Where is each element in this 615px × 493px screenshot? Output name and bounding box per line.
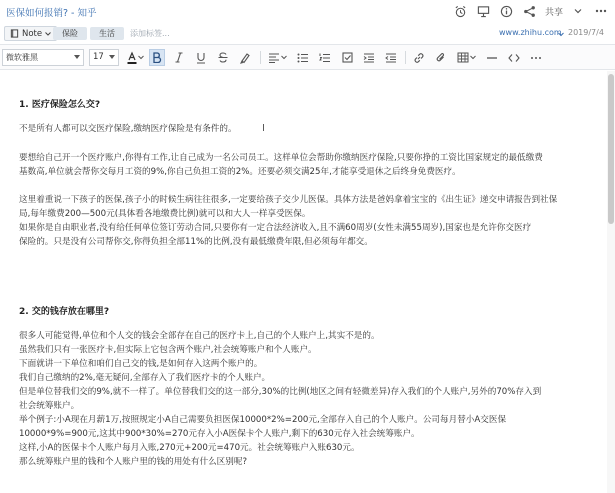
highlighter-icon (239, 52, 251, 64)
font-size-select[interactable] (89, 49, 119, 66)
tag-chip[interactable]: 生活 (90, 27, 124, 40)
formatting-toolbar (0, 44, 615, 70)
paragraph-line: 我们自己缴纳的2%,毫无疑问,全部存入了我们医疗卡的个人账户。 (19, 373, 271, 383)
table-icon (457, 52, 469, 63)
horizontal-rule-icon (486, 53, 498, 63)
underline-icon (196, 52, 206, 64)
paragraph-line: 10000*9%=900元,这其中900*30%=270元存入小A医保卡个人账户,剩下的630元存入社会统筹账户。 (19, 429, 420, 439)
link-icon (413, 52, 425, 64)
paragraph-line: 保险的。只是没有公司帮你交,你得负担全部11%的比例,没有最低缴费年限,但必须每年都交。 (19, 237, 373, 247)
align-dropdown[interactable] (280, 49, 288, 66)
note-date: 2019/7/4 (568, 28, 604, 37)
chevron-down-icon (74, 55, 80, 59)
share-icon[interactable] (522, 3, 538, 19)
outdent-icon (385, 53, 397, 63)
paragraph-line: 举个例子:小A现在月薪1万,按照规定小A自己需要负担医保10000*2%=200元,全部存入自己的个人账户。公司每月替小A交医保 (19, 415, 507, 425)
note-title[interactable]: 医保如何报销? - 知乎 (6, 8, 97, 19)
source-url-link[interactable]: www.zhihu.com (499, 28, 562, 37)
note-meta-bar (0, 25, 615, 43)
bold-icon (152, 52, 162, 63)
paragraph-line: 但是单位替我们交的9%,就不一样了。单位替我们交的这一部分,30%的比例(地区之间有轻微差异)存入我们的个人账户,另外的70%存入到 (19, 387, 542, 397)
paragraph-line: 基数高,单位就会帮你交每月工资的9%,你自己负担工资的2%。还要必须交满25年,才能享受退休之后终身免费医疗。 (19, 167, 461, 177)
more-formatting-button[interactable] (528, 49, 544, 66)
code-icon (508, 53, 520, 63)
title-actions (453, 3, 609, 19)
notebook-icon (10, 29, 19, 38)
bold-button[interactable] (149, 49, 165, 66)
notebook-selector[interactable] (4, 26, 57, 41)
outdent-button[interactable] (383, 49, 399, 66)
toolbar-divider (260, 51, 261, 64)
notebook-label: Note (22, 28, 43, 39)
paragraph-line: 这样,小A的医保卡个人账户每月入账,270元+200元=470元。社会统筹账户入账630元。 (19, 443, 360, 453)
chevron-down-icon[interactable] (570, 3, 586, 19)
chevron-down-icon (109, 55, 115, 59)
bulleted-list-icon (297, 53, 309, 63)
info-icon[interactable] (499, 3, 515, 19)
chevron-down-icon (470, 55, 476, 60)
paragraph-line: 那么统筹账户里的钱和个人账户里的钱的用处有什么区别呢? (19, 457, 247, 467)
bulleted-list-button[interactable] (295, 49, 311, 66)
strikethrough-icon (218, 52, 228, 63)
chevron-down-icon (45, 31, 51, 37)
indent-icon (363, 53, 375, 63)
paragraph-line: 很多人可能觉得,单位和个人交的钱会全部存在自己的医疗卡上,自己的个人账户上,其实不是的。 (19, 331, 380, 341)
checkbox-icon (342, 52, 353, 63)
section-heading: 2. 交的钱存放在哪里? (19, 307, 110, 317)
paragraph-line: 虽然我们只有一张医疗卡,但实际上它包含两个账户,社会统筹账户和个人账户。 (19, 345, 317, 355)
align-left-icon (268, 53, 280, 63)
code-button[interactable] (506, 49, 522, 66)
text-cursor-icon: I (262, 123, 265, 134)
chevron-down-icon[interactable] (558, 32, 564, 37)
tag-chip[interactable]: 保险 (53, 27, 87, 40)
highlight-button[interactable] (237, 49, 253, 66)
italic-icon (175, 52, 183, 63)
section-heading: 1. 医疗保险怎么交? (19, 100, 101, 110)
chevron-down-icon (281, 55, 287, 60)
indent-button[interactable] (361, 49, 377, 66)
more-icon[interactable] (593, 3, 609, 19)
paragraph-line: 这里着重说一下孩子的医保,孩子小的时候生病往往很多,一定要给孩子交少儿医保。具体方法是爸妈拿着宝宝的《出生证》递交申请报告到社保 (19, 195, 558, 205)
italic-button[interactable] (171, 49, 187, 66)
underline-button[interactable] (193, 49, 209, 66)
paragraph: 不是所有人都可以交医疗保险,缴纳医疗保险是有条件的。 (19, 124, 237, 134)
paperclip-icon (435, 52, 447, 64)
numbered-list-icon (319, 53, 331, 63)
chevron-down-icon (138, 55, 144, 60)
paragraph-line: 局,每年缴费200—500元(具体看各地缴费比例)就可以和大人一样享受医保。 (19, 209, 311, 219)
title-bar (0, 0, 615, 24)
link-button[interactable] (411, 49, 427, 66)
font-family-value: 微软雅黑 (6, 53, 38, 62)
text-color-dropdown[interactable] (137, 49, 145, 66)
font-size-value: 17 (93, 52, 104, 62)
toolbar-divider (405, 51, 406, 64)
font-family-select[interactable] (2, 49, 84, 66)
paragraph-line: 要想给自己开一个医疗账户,你得有工作,让自己成为一名公司员工。这样单位会帮助你缴纳医疗保险,只要你挣的工资比国家规定的最低缴费 (19, 153, 543, 163)
horizontal-rule-button[interactable] (484, 49, 500, 66)
add-tag-input[interactable]: 添加标签... (130, 29, 170, 38)
paragraph-line: 如果你是自由职业者,没有给任何单位签订劳动合同,只要你有一定合法经济收入,且不满60周岁(女性未满55周岁),国家也是允许你交医疗 (19, 223, 532, 233)
checkbox-button[interactable] (339, 49, 355, 66)
scrollbar-thumb[interactable] (608, 74, 614, 224)
table-dropdown[interactable] (469, 49, 477, 66)
attachment-button[interactable] (433, 49, 449, 66)
numbered-list-button[interactable] (317, 49, 333, 66)
alarm-icon[interactable] (453, 3, 469, 19)
presentation-icon[interactable] (476, 3, 492, 19)
paragraph-line: 社会统筹账户。 (19, 401, 80, 411)
strikethrough-button[interactable] (215, 49, 231, 66)
more-icon (530, 56, 542, 60)
share-label[interactable]: 共享 (544, 7, 563, 18)
paragraph-line: 下面就讲一下单位和咱们自己交的钱,是如何存入这两个账户的。 (19, 359, 263, 369)
